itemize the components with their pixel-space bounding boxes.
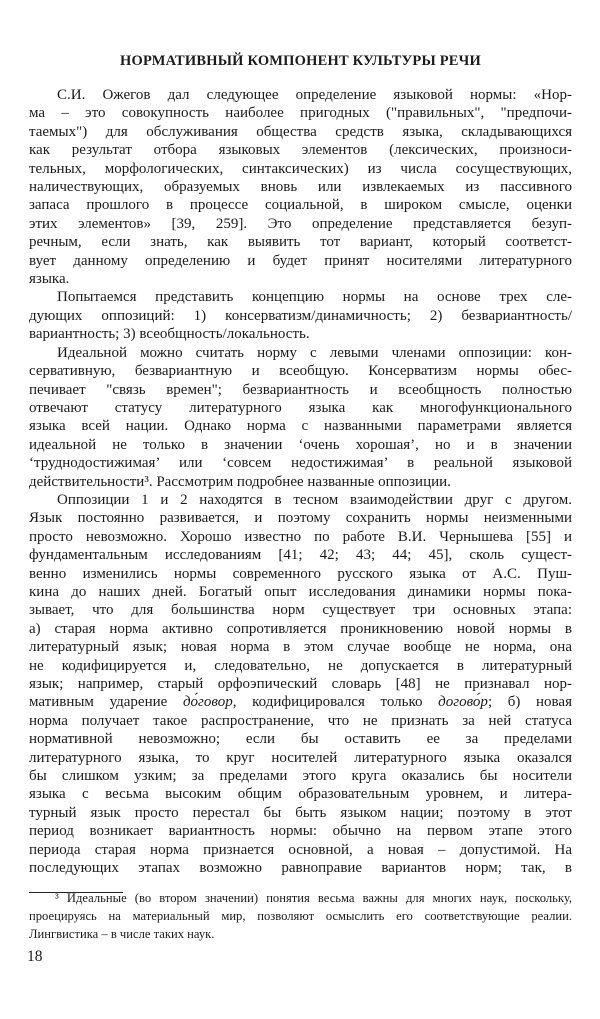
text-line: венно изменились нормы современного русского языка от А.С. Пуш- [29, 565, 572, 582]
text-line: Попытаемся представить концепцию нормы на основе трех сле- [57, 289, 572, 306]
text-line: Лингвистика – в числе таких наук. [29, 927, 215, 941]
text-line: зывает, что для большинства норм существует три основных этапа: [29, 602, 572, 619]
text-line: наличествующих, образуемых вновь или извлекаемых из пассивного [29, 179, 572, 196]
text-line: таемых") для обслуживания общества средств языка, складывающихся [29, 123, 572, 140]
text-line: действительности³. Рассмотрим подробнее названные оппозиции. [29, 473, 451, 490]
paragraph [29, 288, 572, 343]
text-line: не кодифицируется и, следовательно, не допускается в литературный [29, 657, 572, 674]
text-line: ³ Идеальные (во втором значении) понятия весьма важны для многих наук, поскольку, [55, 891, 572, 905]
text-line: проецируясь на материальный мир, позволяют осмыслить его соответствующие реалии. [29, 909, 572, 923]
text-line: вариантность; 3) всеобщность/локальность. [29, 326, 310, 343]
text-line: нормативной невозможно; если бы оставить ее за пределами [29, 731, 572, 748]
text-line: тельных, морфологических, синтаксических) из числа сосуществующих, [29, 160, 572, 177]
text-line: мативным ударение до́говор, кодифицировался только догово́р; б) новая [29, 694, 572, 711]
text-line: период возникает вариантность нормы: обычно на первом этапе этого [29, 823, 572, 840]
paragraph [29, 491, 572, 878]
body-text [29, 86, 572, 877]
text-line: язык; например, старый орфоэпический словарь [48] не признавал нор- [29, 676, 572, 692]
text-line: периода старая норма признается основной, а новая – допустимой. На [29, 841, 572, 858]
text-line: речным, если знать, как выявить тот вариант, который соответст- [29, 234, 572, 251]
text-line: бы слишком узким; за пределами этого круга оказались бы носители [29, 768, 572, 785]
text-line: а) старая норма активно сопротивляется проникновению новой нормы в [29, 620, 572, 637]
text-line: идеальной не только в значении ‘очень хорошая’, но и в значении [29, 436, 572, 453]
footnote [29, 889, 572, 943]
text-line: языка с весьма высоким общим образовательным уровнем, и литера- [29, 786, 572, 803]
text-line: последующих этапах возможно равноправие вариантов норм; так, в [29, 860, 572, 877]
page-number: 18 [27, 948, 43, 965]
text-line: ма – это совокупность наиболее пригодных ("правильных", "предпочи- [29, 105, 572, 122]
text-line: этих элементов» [39, 259]. Это определение представляется безуп- [29, 215, 572, 232]
text-line: сервативную, безвариантную и всеобщую. Консерватизм нормы обес- [29, 363, 572, 380]
text-line: фундаментальным исследованиям [41; 42; 43; 44; 45], сколь сущест- [29, 547, 572, 564]
text-line: С.И. Ожегов дал следующее определение языковой нормы: «Нор- [57, 87, 572, 103]
text-line: Оппозиции 1 и 2 находятся в тесном взаимодействии друг с другом. [57, 491, 572, 508]
text-line: турный язык просто перестал бы быть языком нации; поэтому в этот [29, 804, 572, 821]
paragraph [29, 889, 572, 943]
text-line: запаса прошлого в процессе социальной, в широком смысле, оценки [29, 197, 572, 214]
paragraph [29, 86, 572, 288]
text-line: языка. [29, 271, 70, 288]
text-line: ‘труднодостижимая’ или ‘совсем недостижимая’ в реальной языковой [29, 455, 572, 472]
paragraph [29, 344, 572, 491]
text-line: литературный язык; новая норма в этом случае вообще не норма, она [29, 639, 572, 656]
text-line: печивает "связь времен"; безвариантность и всеобщность полностью [29, 381, 572, 398]
text-line: кина до наших дней. Богатый опыт исследования динамики нормы пока- [29, 583, 572, 600]
text-line: отвечают статусу литературного языка как многофункционального [29, 399, 572, 416]
text-line: дующих оппозиций: 1) консерватизм/динамичность; 2) безвариантность/ [29, 307, 572, 324]
text-line: вует данному определению и будет принят носителями литературного [29, 252, 572, 269]
text-line: норма получает такое распространение, что не признать за ней статуса [29, 712, 572, 729]
text-line: Идеальной можно считать норму с левыми членами оппозиции: кон- [57, 344, 572, 361]
text-line: языка всей нации. Однако норма с названными параметрами является [29, 418, 572, 435]
page-title: НОРМАТИВНЫЙ КОМПОНЕНТ КУЛЬТУРЫ РЕЧИ [120, 53, 481, 69]
text-line: Язык постоянно развивается, и поэтому сохранить нормы неизменными [29, 510, 572, 527]
text-line: просто невозможно. Хорошо известно по работе В.И. Чернышева [55] и [29, 528, 572, 545]
text-line: как результат отбора языковых элементов (лексических, произноси- [29, 142, 572, 159]
text-line: литературного языка, то круг носителей литературного языка оказался [29, 749, 572, 766]
